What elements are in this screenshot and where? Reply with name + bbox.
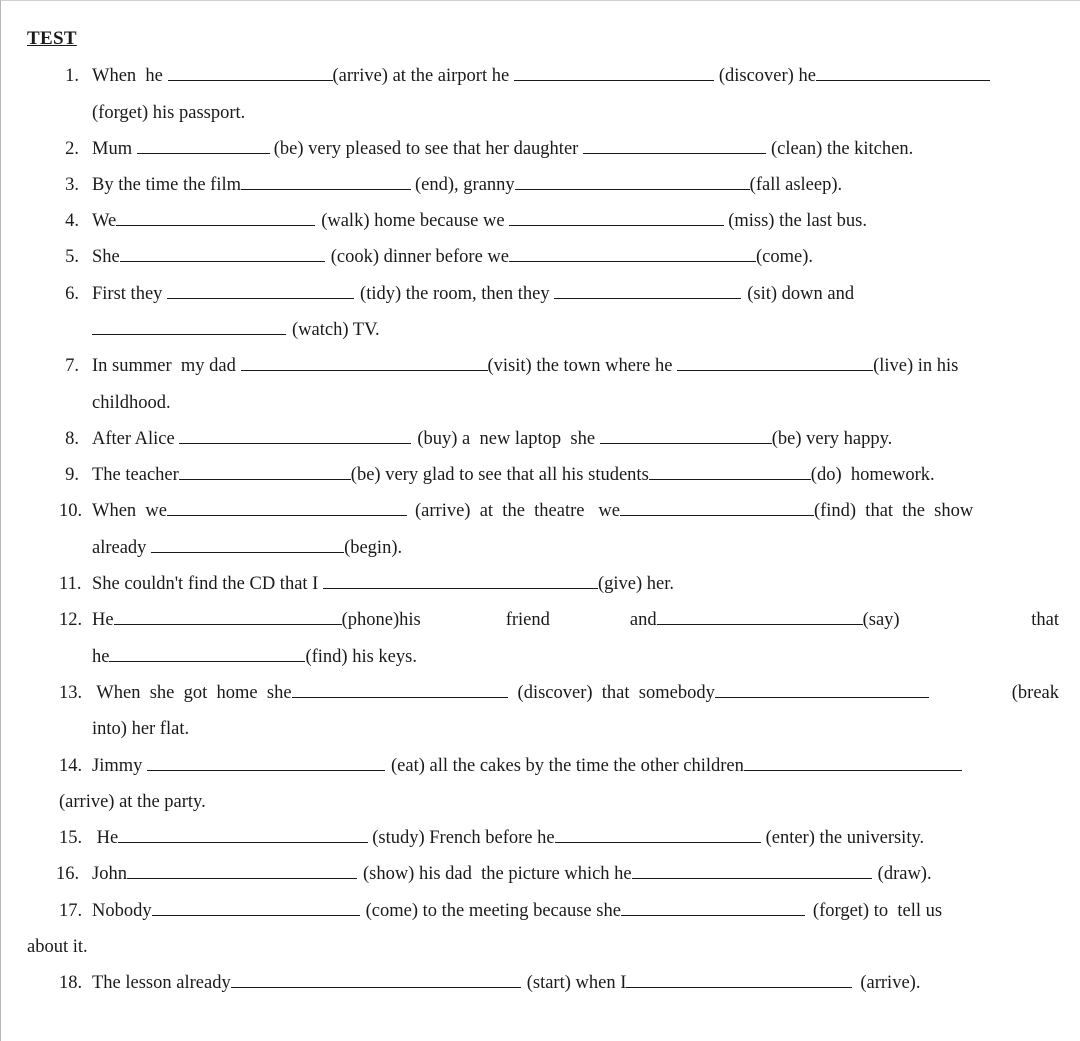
answer-blank[interactable] xyxy=(554,282,741,299)
answer-blank[interactable] xyxy=(137,137,270,154)
question-text: (give) her. xyxy=(597,574,674,594)
question-6 xyxy=(59,282,854,306)
answer-blank[interactable] xyxy=(323,572,598,589)
question-13 xyxy=(59,681,1059,705)
question-number: 16. xyxy=(56,864,80,884)
question-number: 17. xyxy=(59,901,83,921)
question-13-continued xyxy=(92,717,189,741)
question-text: (arrive) at the theatre we xyxy=(415,501,620,521)
question-number: 9. xyxy=(65,465,79,485)
question-number: 4. xyxy=(65,211,79,231)
answer-blank[interactable] xyxy=(109,645,305,662)
question-text: (phone)his xyxy=(341,610,421,630)
answer-blank[interactable] xyxy=(127,862,357,879)
question-text: (live) in his xyxy=(873,356,959,376)
question-text: into) her flat. xyxy=(92,719,190,739)
answer-blank[interactable] xyxy=(649,463,811,480)
answer-blank[interactable] xyxy=(583,137,766,154)
answer-blank[interactable] xyxy=(168,64,333,81)
answer-blank[interactable] xyxy=(744,754,962,771)
question-text: (do) homework. xyxy=(810,465,935,485)
question-text: (study) French before he xyxy=(372,828,555,848)
question-text: (start) when I xyxy=(526,973,627,993)
answer-blank[interactable] xyxy=(179,427,411,444)
question-text: that xyxy=(1031,610,1059,630)
question-text: The teacher xyxy=(92,465,179,485)
question-text: First they xyxy=(92,284,168,304)
question-text: When we xyxy=(92,501,167,521)
question-12 xyxy=(59,608,1059,632)
answer-blank[interactable] xyxy=(167,499,407,516)
question-text: childhood. xyxy=(92,393,171,413)
answer-blank[interactable] xyxy=(715,681,929,698)
question-text: (arrive). xyxy=(860,973,921,993)
answer-blank[interactable] xyxy=(621,899,805,916)
question-text: (tidy) the room, then they xyxy=(360,284,555,304)
question-text: (fall asleep). xyxy=(749,175,843,195)
question-text: (find) that the show xyxy=(813,501,974,521)
question-text: (visit) the town where he xyxy=(487,356,678,376)
answer-blank[interactable] xyxy=(179,463,351,480)
answer-blank[interactable] xyxy=(816,64,990,81)
question-number: 6. xyxy=(65,284,79,304)
question-number: 3. xyxy=(65,175,79,195)
answer-blank[interactable] xyxy=(120,245,325,262)
question-number: 15. xyxy=(59,828,83,848)
question-text: (cook) dinner before we xyxy=(330,247,509,267)
question-text: She couldn't find the CD that I xyxy=(92,574,323,594)
question-number: 18. xyxy=(59,973,83,993)
question-text: Jimmy xyxy=(92,756,147,776)
question-15 xyxy=(59,826,924,850)
answer-blank[interactable] xyxy=(657,608,863,625)
question-14-continued xyxy=(59,790,206,814)
question-18 xyxy=(59,971,920,995)
answer-blank[interactable] xyxy=(151,536,344,553)
question-12-continued xyxy=(92,645,417,669)
question-number: 2. xyxy=(65,139,79,159)
question-text: (forget) his passport. xyxy=(92,103,246,123)
question-number: 5. xyxy=(65,247,79,267)
question-text: When he xyxy=(92,66,168,86)
test-title: TEST xyxy=(27,28,77,49)
question-text: he xyxy=(92,647,110,667)
question-text: (be) very happy. xyxy=(771,429,893,449)
answer-blank[interactable] xyxy=(241,173,411,190)
question-text: (end), granny xyxy=(415,175,515,195)
question-text: In summer my dad xyxy=(92,356,241,376)
question-text: (clean) the kitchen. xyxy=(770,139,914,159)
question-text: After Alice xyxy=(92,429,180,449)
question-number: 8. xyxy=(65,429,79,449)
question-10-continued xyxy=(92,536,402,560)
question-number: 12. xyxy=(59,610,83,630)
question-4 xyxy=(59,209,867,233)
question-text: already xyxy=(92,538,152,558)
question-text: We xyxy=(92,211,117,231)
answer-blank[interactable] xyxy=(116,209,315,226)
question-text: (find) his keys. xyxy=(305,647,417,667)
question-6-continued xyxy=(92,318,380,342)
question-text: She xyxy=(92,247,120,267)
question-text: (draw). xyxy=(877,864,932,884)
question-text: He xyxy=(92,828,119,848)
question-text: John xyxy=(92,864,127,884)
answer-blank[interactable] xyxy=(677,354,873,371)
question-text: (say) xyxy=(862,610,900,630)
question-number: 10. xyxy=(59,501,83,521)
question-11 xyxy=(59,572,674,596)
question-8 xyxy=(59,427,892,451)
answer-blank[interactable] xyxy=(147,754,385,771)
question-3 xyxy=(59,173,842,197)
question-text: (show) his dad the picture which he xyxy=(362,864,632,884)
question-7-continued xyxy=(92,391,171,415)
question-text: (begin). xyxy=(344,538,403,558)
answer-blank[interactable] xyxy=(515,173,750,190)
question-text: Mum xyxy=(92,139,137,159)
question-10 xyxy=(59,499,973,523)
question-9 xyxy=(59,463,935,487)
question-text: By the time the film xyxy=(92,175,242,195)
question-1 xyxy=(59,64,990,88)
answer-blank[interactable] xyxy=(152,899,360,916)
question-text: (discover) he xyxy=(718,66,816,86)
question-2 xyxy=(59,137,913,161)
question-1-continued xyxy=(92,101,245,125)
answer-blank[interactable] xyxy=(620,499,814,516)
question-text: (discover) that somebody xyxy=(517,683,715,703)
question-number: 13. xyxy=(59,683,83,703)
answer-blank[interactable] xyxy=(231,971,521,988)
question-5 xyxy=(59,245,813,269)
question-text: (arrive) at the airport he xyxy=(332,66,514,86)
question-text: (forget) to tell us xyxy=(812,901,943,921)
answer-blank[interactable] xyxy=(509,245,756,262)
answer-blank[interactable] xyxy=(241,354,488,371)
question-text: He xyxy=(92,610,114,630)
question-16 xyxy=(56,862,932,886)
question-text: (be) very pleased to see that her daughter xyxy=(273,139,583,159)
answer-blank[interactable] xyxy=(292,681,508,698)
question-text: friend xyxy=(505,610,550,630)
question-number: 7. xyxy=(65,356,79,376)
answer-blank[interactable] xyxy=(600,427,772,444)
question-text: The lesson already xyxy=(92,973,231,993)
question-text: (come) to the meeting because she xyxy=(365,901,621,921)
question-14 xyxy=(59,754,962,778)
question-text: (arrive) at the party. xyxy=(59,792,206,812)
question-text: (walk) home because we xyxy=(321,211,510,231)
question-text: (watch) TV. xyxy=(292,320,380,340)
question-number: 1. xyxy=(65,66,79,86)
question-text: Nobody xyxy=(92,901,152,921)
answer-blank[interactable] xyxy=(632,862,872,879)
question-7 xyxy=(59,354,958,378)
question-text: about it. xyxy=(27,937,88,957)
answer-blank[interactable] xyxy=(514,64,714,81)
answer-blank[interactable] xyxy=(626,971,852,988)
question-number: 14. xyxy=(59,756,83,776)
answer-blank[interactable] xyxy=(555,826,761,843)
question-text: (be) very glad to see that all his students xyxy=(350,465,649,485)
question-text: (come). xyxy=(755,247,813,267)
question-17-continued xyxy=(27,935,88,959)
question-text: (buy) a new laptop she xyxy=(417,429,600,449)
answer-blank[interactable] xyxy=(114,608,342,625)
answer-blank[interactable] xyxy=(509,209,724,226)
question-text: When she got home she xyxy=(92,683,292,703)
answer-blank[interactable] xyxy=(167,282,354,299)
question-text: (eat) all the cakes by the time the other children xyxy=(391,756,744,776)
question-text: (break xyxy=(1011,683,1059,703)
question-text: (enter) the university. xyxy=(765,828,925,848)
question-text: (sit) down and xyxy=(747,284,855,304)
answer-blank[interactable] xyxy=(92,318,286,335)
answer-blank[interactable] xyxy=(118,826,368,843)
question-number: 11. xyxy=(59,574,82,594)
question-text: (miss) the last bus. xyxy=(728,211,867,231)
question-text: and xyxy=(629,610,657,630)
question-17 xyxy=(59,899,942,923)
